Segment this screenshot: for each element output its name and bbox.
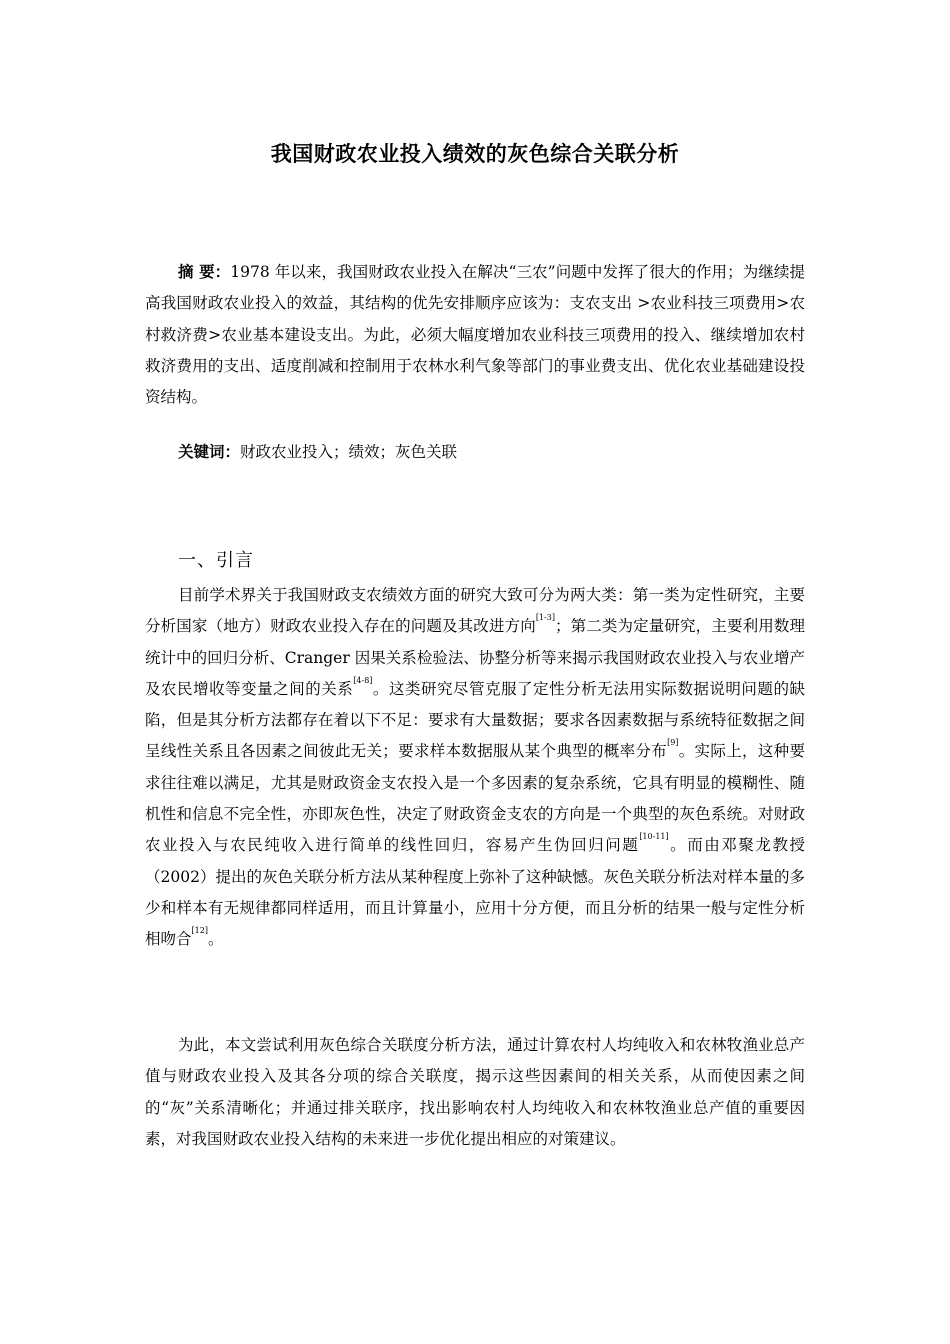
keywords-label: 关键词： bbox=[178, 443, 241, 461]
keywords-line bbox=[145, 437, 805, 468]
paper-title: 我国财政农业投入绩效的灰色综合关联分析 bbox=[270, 142, 680, 166]
section-heading-introduction: 一、引言 bbox=[178, 550, 254, 571]
paragraph-text: ；第二类为定量研究，主要利用数理统计中的回归分析、Cranger 因果关系检验法、协整分析等来揭示我国财政农业投入与农业增产及农民增收等变量之间的关系 bbox=[145, 617, 805, 698]
citation-ref[interactable]: [4-8] bbox=[353, 675, 373, 685]
paragraph-text: 目前学术界关于我国财政支农绩效方面的研究大致可分为两大类：第一类为定性研究，主要分析国家（地方）财政农业投入存在的问题及其改进方向 bbox=[145, 586, 805, 636]
abstract-text: 1978 年以来，我国财政农业投入在解决“三农”问题中发挥了很大的作用；为继续提高我国财政农业投入的效益，其结构的优先安排顺序应该为：支农支出 >农业科技三项费用>农村救济费>农业基本建设支出。为此，必须大幅度增加农业科技三项费用的投入、继续增加农村救济费用的支出、适度削减和控制用于农林水利气象等部门的事业费支出、优化农业基础建设投资结构。 bbox=[145, 263, 805, 407]
paragraph-text: 。 bbox=[207, 930, 224, 949]
paragraph-text: 。这类研究尽管克服了定性分析无法用实际数据说明问题的缺陷，但是其分析方法都存在着以下不足：要求有大量数据；要求各因素数据与系统特征数据之间呈线性关系且各因素之间彼此无关；要求样本数据服从某个典型的概率分布 bbox=[145, 679, 805, 761]
paragraph-text: 。而由邓聚龙教授（2002）提出的灰色关联分析方法从某种程度上弥补了这种缺憾。灰色关联分析法对样本量的多少和样本有无规律都同样适用，而且计算量小，应用十分方便，而且分析的结果一般与定性分析相吻合 bbox=[145, 836, 805, 949]
body-paragraph-1 bbox=[145, 580, 805, 956]
paragraph-text: 。实际上，这种要求往往难以满足，尤其是财政资金支农投入是一个多因素的复杂系统，它具有明显的模糊性、随机性和信息不完全性，亦即灰色性，决定了财政资金支农的方向是一个典型的灰色系统。对财政农业投入与农民纯收入进行简单的线性回归，容易产生伪回归问题 bbox=[145, 742, 805, 855]
keywords-text: 财政农业投入；绩效；灰色关联 bbox=[240, 443, 458, 461]
citation-ref[interactable]: [10-11] bbox=[639, 832, 669, 842]
citation-ref[interactable]: [12] bbox=[191, 926, 208, 936]
citation-ref[interactable]: [1-3] bbox=[535, 613, 555, 623]
body-paragraph-2: 为此，本文尝试利用灰色综合关联度分析方法，通过计算农村人均纯收入和农林牧渔业总产值与财政农业投入及其各分项的综合关联度，揭示这些因素间的相关关系，从而使因素之间的“灰”关系清晰化；并通过排关联序，找出影响农村人均纯收入和农林牧渔业总产值的重要因素，对我国财政农业投入结构的未来进一步优化提出相应的对策建议。 bbox=[145, 1036, 805, 1148]
abstract-label: 摘 要： bbox=[178, 263, 231, 281]
abstract-paragraph bbox=[145, 257, 805, 413]
citation-ref[interactable]: [9] bbox=[667, 738, 679, 748]
